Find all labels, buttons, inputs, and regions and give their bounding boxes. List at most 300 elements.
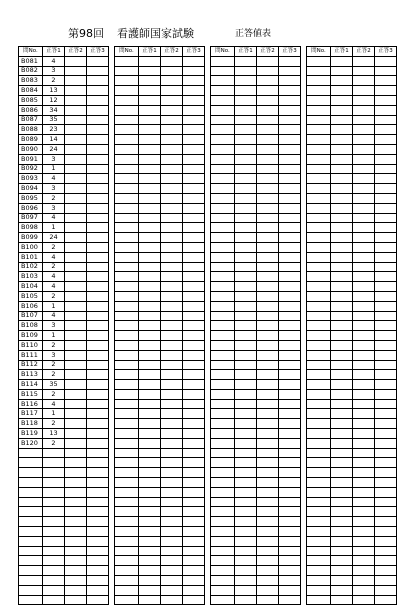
question-number-cell bbox=[211, 56, 235, 66]
question-number-cell bbox=[211, 233, 235, 243]
table-row bbox=[115, 66, 205, 76]
answer-3-cell bbox=[87, 517, 109, 527]
answer-3-cell bbox=[375, 389, 397, 399]
answer-2-cell bbox=[353, 536, 375, 546]
answer-table-2 bbox=[114, 46, 205, 605]
question-number-cell bbox=[211, 409, 235, 419]
answer-1-cell bbox=[235, 233, 257, 243]
table-row bbox=[115, 213, 205, 223]
answer-1-cell bbox=[235, 409, 257, 419]
table-row bbox=[115, 389, 205, 399]
question-number-cell bbox=[211, 252, 235, 262]
answer-2-cell bbox=[353, 576, 375, 586]
answer-3-cell bbox=[279, 546, 301, 556]
table-row bbox=[19, 438, 109, 448]
question-number-cell bbox=[307, 527, 331, 537]
answer-2-cell bbox=[161, 125, 183, 135]
answer-1-cell: 2 bbox=[43, 419, 65, 429]
answer-1-cell bbox=[331, 576, 353, 586]
question-number-cell bbox=[307, 105, 331, 115]
table-row bbox=[115, 242, 205, 252]
answer-3-cell bbox=[279, 585, 301, 595]
question-number-cell bbox=[115, 154, 139, 164]
question-number-cell bbox=[307, 233, 331, 243]
answer-3-cell bbox=[183, 154, 205, 164]
question-number-cell bbox=[115, 517, 139, 527]
table-row bbox=[115, 527, 205, 537]
question-number-cell bbox=[211, 350, 235, 360]
answer-3-cell bbox=[375, 154, 397, 164]
answer-2-cell bbox=[161, 380, 183, 390]
answer-2-cell bbox=[353, 164, 375, 174]
answer-1-cell: 4 bbox=[43, 282, 65, 292]
answer-1-cell bbox=[235, 399, 257, 409]
table-row bbox=[19, 242, 109, 252]
question-number-cell bbox=[115, 527, 139, 537]
question-number-cell: B102 bbox=[19, 262, 43, 272]
table-row bbox=[211, 340, 301, 350]
answer-3-cell bbox=[183, 360, 205, 370]
answer-3-cell bbox=[375, 223, 397, 233]
table-row bbox=[307, 213, 397, 223]
answer-2-cell bbox=[257, 370, 279, 380]
table-row bbox=[19, 184, 109, 194]
table-row bbox=[211, 399, 301, 409]
answer-2-cell bbox=[161, 478, 183, 488]
answer-1-cell: 3 bbox=[43, 203, 65, 213]
answer-3-cell bbox=[87, 468, 109, 478]
table-row bbox=[115, 340, 205, 350]
answer-1-cell bbox=[331, 125, 353, 135]
answer-1-cell bbox=[139, 487, 161, 497]
answer-2-cell bbox=[353, 154, 375, 164]
answer-2-cell bbox=[161, 399, 183, 409]
answer-3-cell bbox=[87, 164, 109, 174]
table-row bbox=[19, 144, 109, 154]
answer-2-cell bbox=[65, 331, 87, 341]
question-number-cell bbox=[115, 576, 139, 586]
answer-3-cell bbox=[279, 478, 301, 488]
table-row bbox=[115, 301, 205, 311]
table-row bbox=[307, 527, 397, 537]
answer-3-cell bbox=[279, 468, 301, 478]
answer-3-cell bbox=[183, 125, 205, 135]
question-number-cell: B115 bbox=[19, 389, 43, 399]
answer-1-cell: 4 bbox=[43, 252, 65, 262]
question-number-cell bbox=[115, 487, 139, 497]
table-row bbox=[115, 233, 205, 243]
answer-2-cell bbox=[161, 76, 183, 86]
answer-2-cell bbox=[65, 497, 87, 507]
answer-3-cell bbox=[279, 164, 301, 174]
table-row bbox=[115, 144, 205, 154]
question-number-cell bbox=[115, 507, 139, 517]
answer-1-cell bbox=[331, 203, 353, 213]
question-number-cell: B099 bbox=[19, 233, 43, 243]
answer-2-cell bbox=[257, 497, 279, 507]
answer-2-cell bbox=[161, 546, 183, 556]
table-row bbox=[211, 380, 301, 390]
answer-3-cell bbox=[375, 399, 397, 409]
answer-2-cell bbox=[353, 527, 375, 537]
answer-3-cell bbox=[279, 419, 301, 429]
answer-2-cell bbox=[257, 233, 279, 243]
table-row bbox=[211, 409, 301, 419]
question-number-cell bbox=[307, 193, 331, 203]
answer-2-cell bbox=[257, 507, 279, 517]
table-row bbox=[307, 301, 397, 311]
table-row bbox=[211, 419, 301, 429]
answer-1-cell bbox=[235, 311, 257, 321]
question-number-cell: B106 bbox=[19, 301, 43, 311]
answer-1-cell bbox=[235, 66, 257, 76]
answer-2-cell bbox=[257, 311, 279, 321]
answer-2-cell bbox=[65, 507, 87, 517]
question-number-cell: B107 bbox=[19, 311, 43, 321]
table-row bbox=[19, 125, 109, 135]
answer-2-cell bbox=[161, 409, 183, 419]
answer-3-cell bbox=[279, 595, 301, 605]
question-number-cell bbox=[211, 203, 235, 213]
answer-1-cell bbox=[331, 213, 353, 223]
answer-1-cell bbox=[331, 321, 353, 331]
answer-1-cell bbox=[43, 507, 65, 517]
table-row bbox=[19, 527, 109, 537]
answer-1-cell: 1 bbox=[43, 409, 65, 419]
answer-3-cell bbox=[87, 66, 109, 76]
answer-2-cell bbox=[161, 282, 183, 292]
answer-3-cell bbox=[183, 233, 205, 243]
answer-3-cell bbox=[279, 301, 301, 311]
answer-2-cell bbox=[161, 66, 183, 76]
question-number-cell bbox=[211, 556, 235, 566]
question-number-cell: B110 bbox=[19, 340, 43, 350]
table-row bbox=[211, 350, 301, 360]
table-row bbox=[19, 311, 109, 321]
answer-1-cell bbox=[331, 144, 353, 154]
answer-2-cell bbox=[65, 448, 87, 458]
question-number-cell bbox=[211, 497, 235, 507]
answer-2-cell bbox=[65, 546, 87, 556]
answer-1-cell bbox=[139, 203, 161, 213]
question-number-cell bbox=[115, 409, 139, 419]
answer-2-cell bbox=[161, 576, 183, 586]
answer-3-cell bbox=[87, 497, 109, 507]
column-header: 問No. bbox=[115, 47, 139, 57]
question-number-cell bbox=[115, 360, 139, 370]
answer-3-cell bbox=[87, 380, 109, 390]
table-row bbox=[19, 233, 109, 243]
table-row bbox=[19, 536, 109, 546]
answer-2-cell bbox=[353, 448, 375, 458]
question-number-cell bbox=[115, 380, 139, 390]
table-row bbox=[211, 517, 301, 527]
answer-1-cell bbox=[139, 399, 161, 409]
answer-2-cell bbox=[161, 331, 183, 341]
answer-2-cell bbox=[161, 389, 183, 399]
answer-1-cell bbox=[139, 360, 161, 370]
table-row bbox=[307, 115, 397, 125]
answer-1-cell bbox=[331, 497, 353, 507]
table-row bbox=[19, 193, 109, 203]
table-row bbox=[211, 487, 301, 497]
table-row bbox=[307, 242, 397, 252]
answer-3-cell bbox=[87, 105, 109, 115]
table-row bbox=[307, 438, 397, 448]
answer-3-cell bbox=[183, 380, 205, 390]
question-number-cell bbox=[211, 76, 235, 86]
question-number-cell bbox=[307, 370, 331, 380]
answer-2-cell bbox=[257, 184, 279, 194]
answer-3-cell bbox=[279, 458, 301, 468]
table-row bbox=[307, 576, 397, 586]
question-number-cell bbox=[211, 478, 235, 488]
answer-3-cell bbox=[183, 95, 205, 105]
answer-3-cell bbox=[87, 487, 109, 497]
answer-1-cell: 13 bbox=[43, 86, 65, 96]
question-number-cell bbox=[115, 252, 139, 262]
answer-3-cell bbox=[87, 546, 109, 556]
answer-2-cell bbox=[65, 252, 87, 262]
answer-3-cell bbox=[183, 536, 205, 546]
answer-1-cell bbox=[331, 507, 353, 517]
answer-1-cell bbox=[139, 340, 161, 350]
question-number-cell: B103 bbox=[19, 272, 43, 282]
table-row bbox=[211, 135, 301, 145]
question-number-cell bbox=[211, 507, 235, 517]
question-number-cell: B120 bbox=[19, 438, 43, 448]
answer-2-cell bbox=[161, 154, 183, 164]
table-row bbox=[115, 399, 205, 409]
answer-1-cell bbox=[331, 429, 353, 439]
answer-1-cell bbox=[235, 448, 257, 458]
table-row bbox=[115, 546, 205, 556]
answer-1-cell: 13 bbox=[43, 429, 65, 439]
answer-2-cell bbox=[353, 282, 375, 292]
question-number-cell bbox=[19, 448, 43, 458]
answer-1-cell bbox=[235, 282, 257, 292]
question-number-cell: B119 bbox=[19, 429, 43, 439]
answer-2-cell bbox=[257, 213, 279, 223]
answer-1-cell bbox=[139, 164, 161, 174]
answer-3-cell bbox=[375, 262, 397, 272]
answer-3-cell bbox=[279, 556, 301, 566]
answer-1-cell bbox=[139, 448, 161, 458]
answer-1-cell bbox=[139, 223, 161, 233]
answer-1-cell bbox=[43, 468, 65, 478]
question-number-cell bbox=[115, 291, 139, 301]
answer-2-cell bbox=[257, 517, 279, 527]
answer-2-cell bbox=[161, 272, 183, 282]
question-number-cell bbox=[115, 76, 139, 86]
answer-2-cell bbox=[65, 203, 87, 213]
answer-2-cell bbox=[353, 56, 375, 66]
answer-2-cell bbox=[257, 223, 279, 233]
answer-3-cell bbox=[375, 233, 397, 243]
answer-3-cell bbox=[183, 56, 205, 66]
table-row bbox=[115, 331, 205, 341]
answer-3-cell bbox=[183, 487, 205, 497]
answer-2-cell bbox=[353, 291, 375, 301]
table-row bbox=[19, 321, 109, 331]
answer-3-cell bbox=[375, 76, 397, 86]
answer-1-cell bbox=[331, 242, 353, 252]
table-row bbox=[19, 154, 109, 164]
answer-3-cell bbox=[375, 350, 397, 360]
table-row bbox=[19, 56, 109, 66]
answer-1-cell bbox=[331, 360, 353, 370]
answer-2-cell bbox=[161, 86, 183, 96]
answer-2-cell bbox=[161, 135, 183, 145]
question-number-cell bbox=[115, 174, 139, 184]
answer-2-cell bbox=[353, 144, 375, 154]
answer-2-cell bbox=[161, 536, 183, 546]
table-row bbox=[211, 585, 301, 595]
answer-2-cell bbox=[65, 478, 87, 488]
answer-2-cell bbox=[65, 340, 87, 350]
answer-1-cell bbox=[331, 546, 353, 556]
answer-3-cell bbox=[375, 438, 397, 448]
answer-2-cell bbox=[257, 429, 279, 439]
answer-3-cell bbox=[87, 360, 109, 370]
table-row bbox=[115, 585, 205, 595]
answer-1-cell bbox=[235, 458, 257, 468]
answer-1-cell bbox=[235, 242, 257, 252]
question-number-cell bbox=[211, 585, 235, 595]
answer-2-cell bbox=[65, 105, 87, 115]
answer-1-cell bbox=[235, 497, 257, 507]
answer-1-cell: 2 bbox=[43, 193, 65, 203]
answer-1-cell: 4 bbox=[43, 174, 65, 184]
answer-2-cell bbox=[65, 536, 87, 546]
answer-2-cell bbox=[257, 164, 279, 174]
table-row bbox=[115, 193, 205, 203]
answer-1-cell bbox=[139, 135, 161, 145]
answer-2-cell bbox=[65, 487, 87, 497]
answer-3-cell bbox=[375, 585, 397, 595]
answer-2-cell bbox=[65, 576, 87, 586]
table-row bbox=[19, 66, 109, 76]
answer-3-cell bbox=[279, 536, 301, 546]
answer-3-cell bbox=[375, 144, 397, 154]
table-row bbox=[115, 576, 205, 586]
table-row bbox=[19, 429, 109, 439]
sheet-subtitle: 正答値表 bbox=[235, 29, 272, 39]
answer-2-cell bbox=[65, 56, 87, 66]
table-row bbox=[211, 556, 301, 566]
answer-3-cell bbox=[183, 213, 205, 223]
answer-3-cell bbox=[375, 370, 397, 380]
table-row bbox=[19, 360, 109, 370]
table-row bbox=[19, 262, 109, 272]
answer-3-cell bbox=[87, 458, 109, 468]
answer-1-cell bbox=[235, 429, 257, 439]
question-number-cell bbox=[307, 125, 331, 135]
answer-3-cell bbox=[183, 478, 205, 488]
answer-1-cell bbox=[139, 527, 161, 537]
table-row bbox=[19, 291, 109, 301]
table-row bbox=[115, 556, 205, 566]
answer-3-cell bbox=[183, 497, 205, 507]
answer-2-cell bbox=[65, 213, 87, 223]
answer-3-cell bbox=[87, 154, 109, 164]
answer-1-cell bbox=[139, 370, 161, 380]
question-number-cell bbox=[19, 507, 43, 517]
answer-1-cell bbox=[331, 105, 353, 115]
table-row bbox=[307, 144, 397, 154]
answer-1-cell: 35 bbox=[43, 380, 65, 390]
table-row bbox=[115, 468, 205, 478]
answer-1-cell bbox=[43, 536, 65, 546]
question-number-cell: B090 bbox=[19, 144, 43, 154]
answer-1-cell: 1 bbox=[43, 223, 65, 233]
answer-3-cell bbox=[375, 291, 397, 301]
answer-3-cell bbox=[87, 144, 109, 154]
answer-2-cell bbox=[353, 174, 375, 184]
question-number-cell bbox=[19, 536, 43, 546]
answer-1-cell bbox=[43, 576, 65, 586]
question-number-cell bbox=[115, 193, 139, 203]
answer-2-cell bbox=[161, 585, 183, 595]
answer-1-cell bbox=[235, 331, 257, 341]
answer-1-cell bbox=[331, 409, 353, 419]
answer-3-cell bbox=[183, 399, 205, 409]
answer-1-cell bbox=[331, 282, 353, 292]
answer-1-cell bbox=[235, 262, 257, 272]
answer-3-cell bbox=[87, 203, 109, 213]
answer-1-cell: 2 bbox=[43, 370, 65, 380]
table-row bbox=[19, 585, 109, 595]
question-number-cell bbox=[211, 164, 235, 174]
answer-3-cell bbox=[183, 517, 205, 527]
question-number-cell bbox=[115, 105, 139, 115]
question-number-cell bbox=[115, 213, 139, 223]
table-header-row bbox=[307, 47, 397, 57]
table-row bbox=[307, 566, 397, 576]
table-row bbox=[115, 370, 205, 380]
answer-3-cell bbox=[375, 321, 397, 331]
answer-3-cell bbox=[183, 556, 205, 566]
answer-2-cell bbox=[353, 125, 375, 135]
table-row bbox=[211, 184, 301, 194]
question-number-cell bbox=[115, 566, 139, 576]
answer-1-cell bbox=[43, 566, 65, 576]
answer-2-cell bbox=[161, 360, 183, 370]
answer-2-cell bbox=[353, 595, 375, 605]
answer-3-cell bbox=[279, 282, 301, 292]
column-header: 正答3 bbox=[87, 47, 109, 57]
answer-2-cell bbox=[353, 213, 375, 223]
question-number-cell bbox=[211, 154, 235, 164]
question-number-cell bbox=[211, 438, 235, 448]
answer-1-cell bbox=[331, 527, 353, 537]
question-number-cell bbox=[307, 213, 331, 223]
table-row bbox=[211, 213, 301, 223]
question-number-cell bbox=[307, 86, 331, 96]
question-number-cell: B105 bbox=[19, 291, 43, 301]
answer-1-cell bbox=[331, 233, 353, 243]
answer-1-cell bbox=[331, 438, 353, 448]
answer-1-cell bbox=[139, 331, 161, 341]
answer-3-cell bbox=[375, 429, 397, 439]
answer-2-cell bbox=[257, 556, 279, 566]
answer-1-cell bbox=[235, 585, 257, 595]
answer-1-cell bbox=[331, 389, 353, 399]
answer-3-cell bbox=[183, 321, 205, 331]
table-row bbox=[307, 478, 397, 488]
answer-2-cell bbox=[257, 595, 279, 605]
question-number-cell: B116 bbox=[19, 399, 43, 409]
